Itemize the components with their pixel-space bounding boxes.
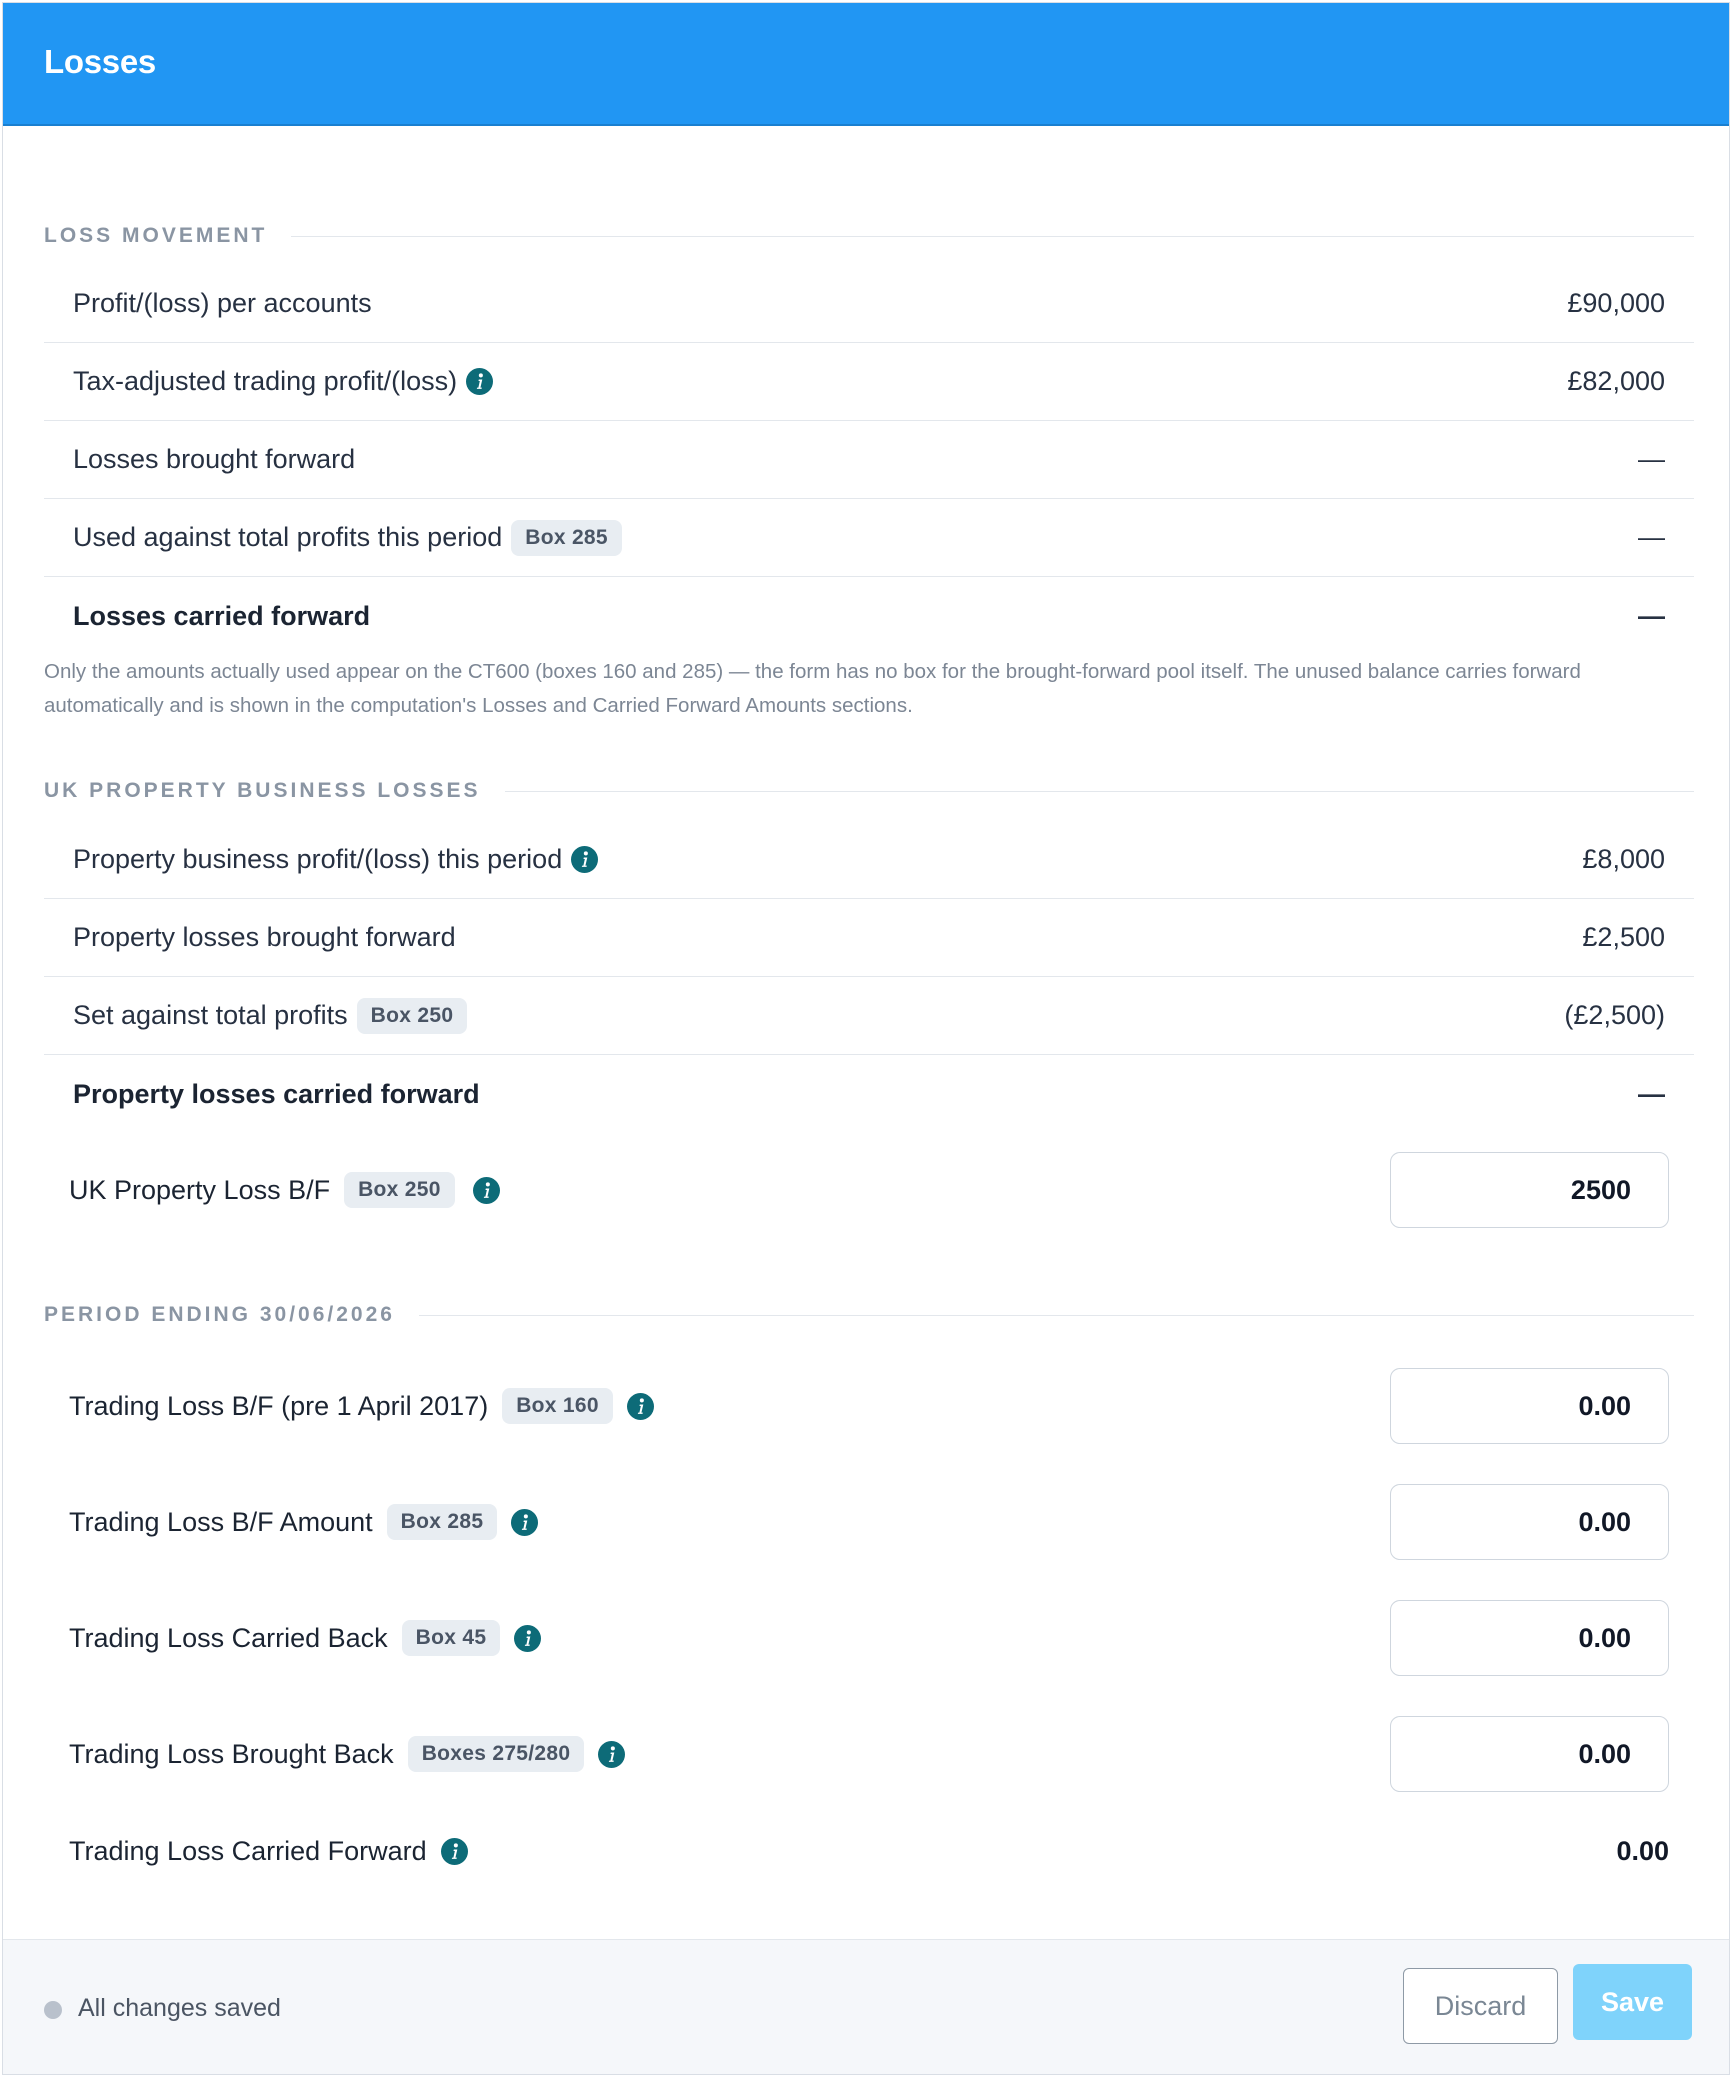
row-value: — — [1638, 444, 1665, 474]
page-title: Losses — [44, 43, 156, 80]
section-title-loss-movement: LOSS MOVEMENT — [44, 221, 1694, 251]
row-label: Profit/(loss) per accounts — [73, 288, 372, 318]
section-title-period-ending: PERIOD ENDING 30/06/2026 — [44, 1300, 1694, 1330]
uk-property-loss-bf-input[interactable] — [1390, 1152, 1669, 1228]
info-icon[interactable] — [466, 368, 493, 395]
info-icon[interactable] — [514, 1625, 541, 1652]
info-icon[interactable] — [571, 846, 598, 873]
trading-loss-bf-pre-2017-input[interactable] — [1390, 1368, 1669, 1444]
row-set-against-total-profits — [44, 977, 1694, 1055]
row-losses-brought-forward — [44, 421, 1694, 499]
field-label: Trading Loss Brought Back — [69, 1738, 394, 1769]
field-trading-loss-bf-amount — [69, 1484, 1669, 1560]
save-status-text: All changes saved — [78, 1994, 281, 2022]
row-value: (£2,500) — [1564, 1000, 1665, 1030]
row-used-against-total-profits — [44, 499, 1694, 577]
field-trading-loss-carried-back — [69, 1600, 1669, 1676]
row-value: — — [1638, 522, 1665, 552]
row-property-losses-bf — [44, 899, 1694, 977]
field-label: Trading Loss B/F (pre 1 April 2017) — [69, 1390, 489, 1421]
section-title-property-losses: UK PROPERTY BUSINESS LOSSES — [44, 776, 1694, 806]
row-label: Property business profit/(loss) this period — [73, 844, 563, 874]
field-uk-property-loss-bf — [69, 1152, 1669, 1228]
row-value: £82,000 — [1567, 366, 1665, 396]
divider — [419, 1315, 1694, 1316]
box-badge: Boxes 275/280 — [408, 1736, 585, 1772]
losses-panel — [2, 2, 1730, 2075]
loss-movement-note: Only the amounts actually used appear on the CT600 (boxes 160 and 285) — the form has no box for the brought-forward pool itself. The unused balance carries forward automatically and is shown in the computation's Losses and Carried Forward Amounts sections. — [44, 660, 1581, 717]
field-trading-loss-bf-pre-2017 — [69, 1368, 1669, 1444]
row-tax-adjusted-profit — [44, 343, 1694, 421]
discard-button[interactable]: Discard — [1403, 1968, 1558, 2044]
row-profit-per-accounts — [44, 265, 1694, 343]
box-badge: Box 160 — [502, 1388, 613, 1424]
trading-loss-bf-amount-input[interactable] — [1390, 1484, 1669, 1560]
row-label: Used against total profits this period — [73, 522, 503, 552]
row-label: Set against total profits — [73, 1000, 348, 1030]
box-badge: Box 285 — [511, 520, 622, 556]
row-value: — — [1638, 600, 1665, 631]
row-property-business-profit — [44, 821, 1694, 899]
info-icon[interactable] — [511, 1509, 538, 1536]
field-label: Trading Loss B/F Amount — [69, 1506, 373, 1537]
box-badge: Box 45 — [402, 1620, 501, 1656]
field-trading-loss-carried-forward — [69, 1813, 1669, 1889]
panel-header — [3, 3, 1729, 126]
field-trading-loss-brought-back — [69, 1716, 1669, 1792]
info-icon[interactable] — [441, 1838, 468, 1865]
row-label: Property losses brought forward — [73, 922, 456, 952]
box-badge: Box 285 — [387, 1504, 498, 1540]
field-label: Trading Loss Carried Forward — [69, 1835, 427, 1866]
box-badge: Box 250 — [357, 998, 468, 1034]
trading-loss-carried-back-input[interactable] — [1390, 1600, 1669, 1676]
row-label: Property losses carried forward — [73, 1078, 480, 1109]
info-icon[interactable] — [627, 1393, 654, 1420]
box-badge: Box 250 — [344, 1172, 455, 1208]
row-property-losses-cf — [44, 1055, 1694, 1133]
info-icon[interactable] — [473, 1177, 500, 1204]
row-value: £8,000 — [1582, 844, 1665, 874]
row-value: £2,500 — [1582, 922, 1665, 952]
row-value: — — [1638, 1078, 1665, 1109]
field-label: UK Property Loss B/F — [69, 1174, 331, 1205]
row-label: Losses brought forward — [73, 444, 356, 474]
save-button[interactable]: Save — [1573, 1964, 1692, 2040]
row-label: Losses carried forward — [73, 600, 371, 631]
row-value: £90,000 — [1567, 288, 1665, 318]
trading-loss-brought-back-input[interactable] — [1390, 1716, 1669, 1792]
row-label: Tax-adjusted trading profit/(loss) — [73, 366, 458, 396]
trading-loss-carried-forward-value: 0.00 — [1616, 1836, 1669, 1866]
divider — [505, 791, 1694, 792]
status-dot-icon — [44, 2001, 62, 2019]
info-icon[interactable] — [598, 1741, 625, 1768]
panel-footer — [3, 1939, 1729, 2074]
row-losses-carried-forward — [44, 577, 1694, 655]
divider — [291, 236, 1694, 237]
field-label: Trading Loss Carried Back — [69, 1622, 388, 1653]
